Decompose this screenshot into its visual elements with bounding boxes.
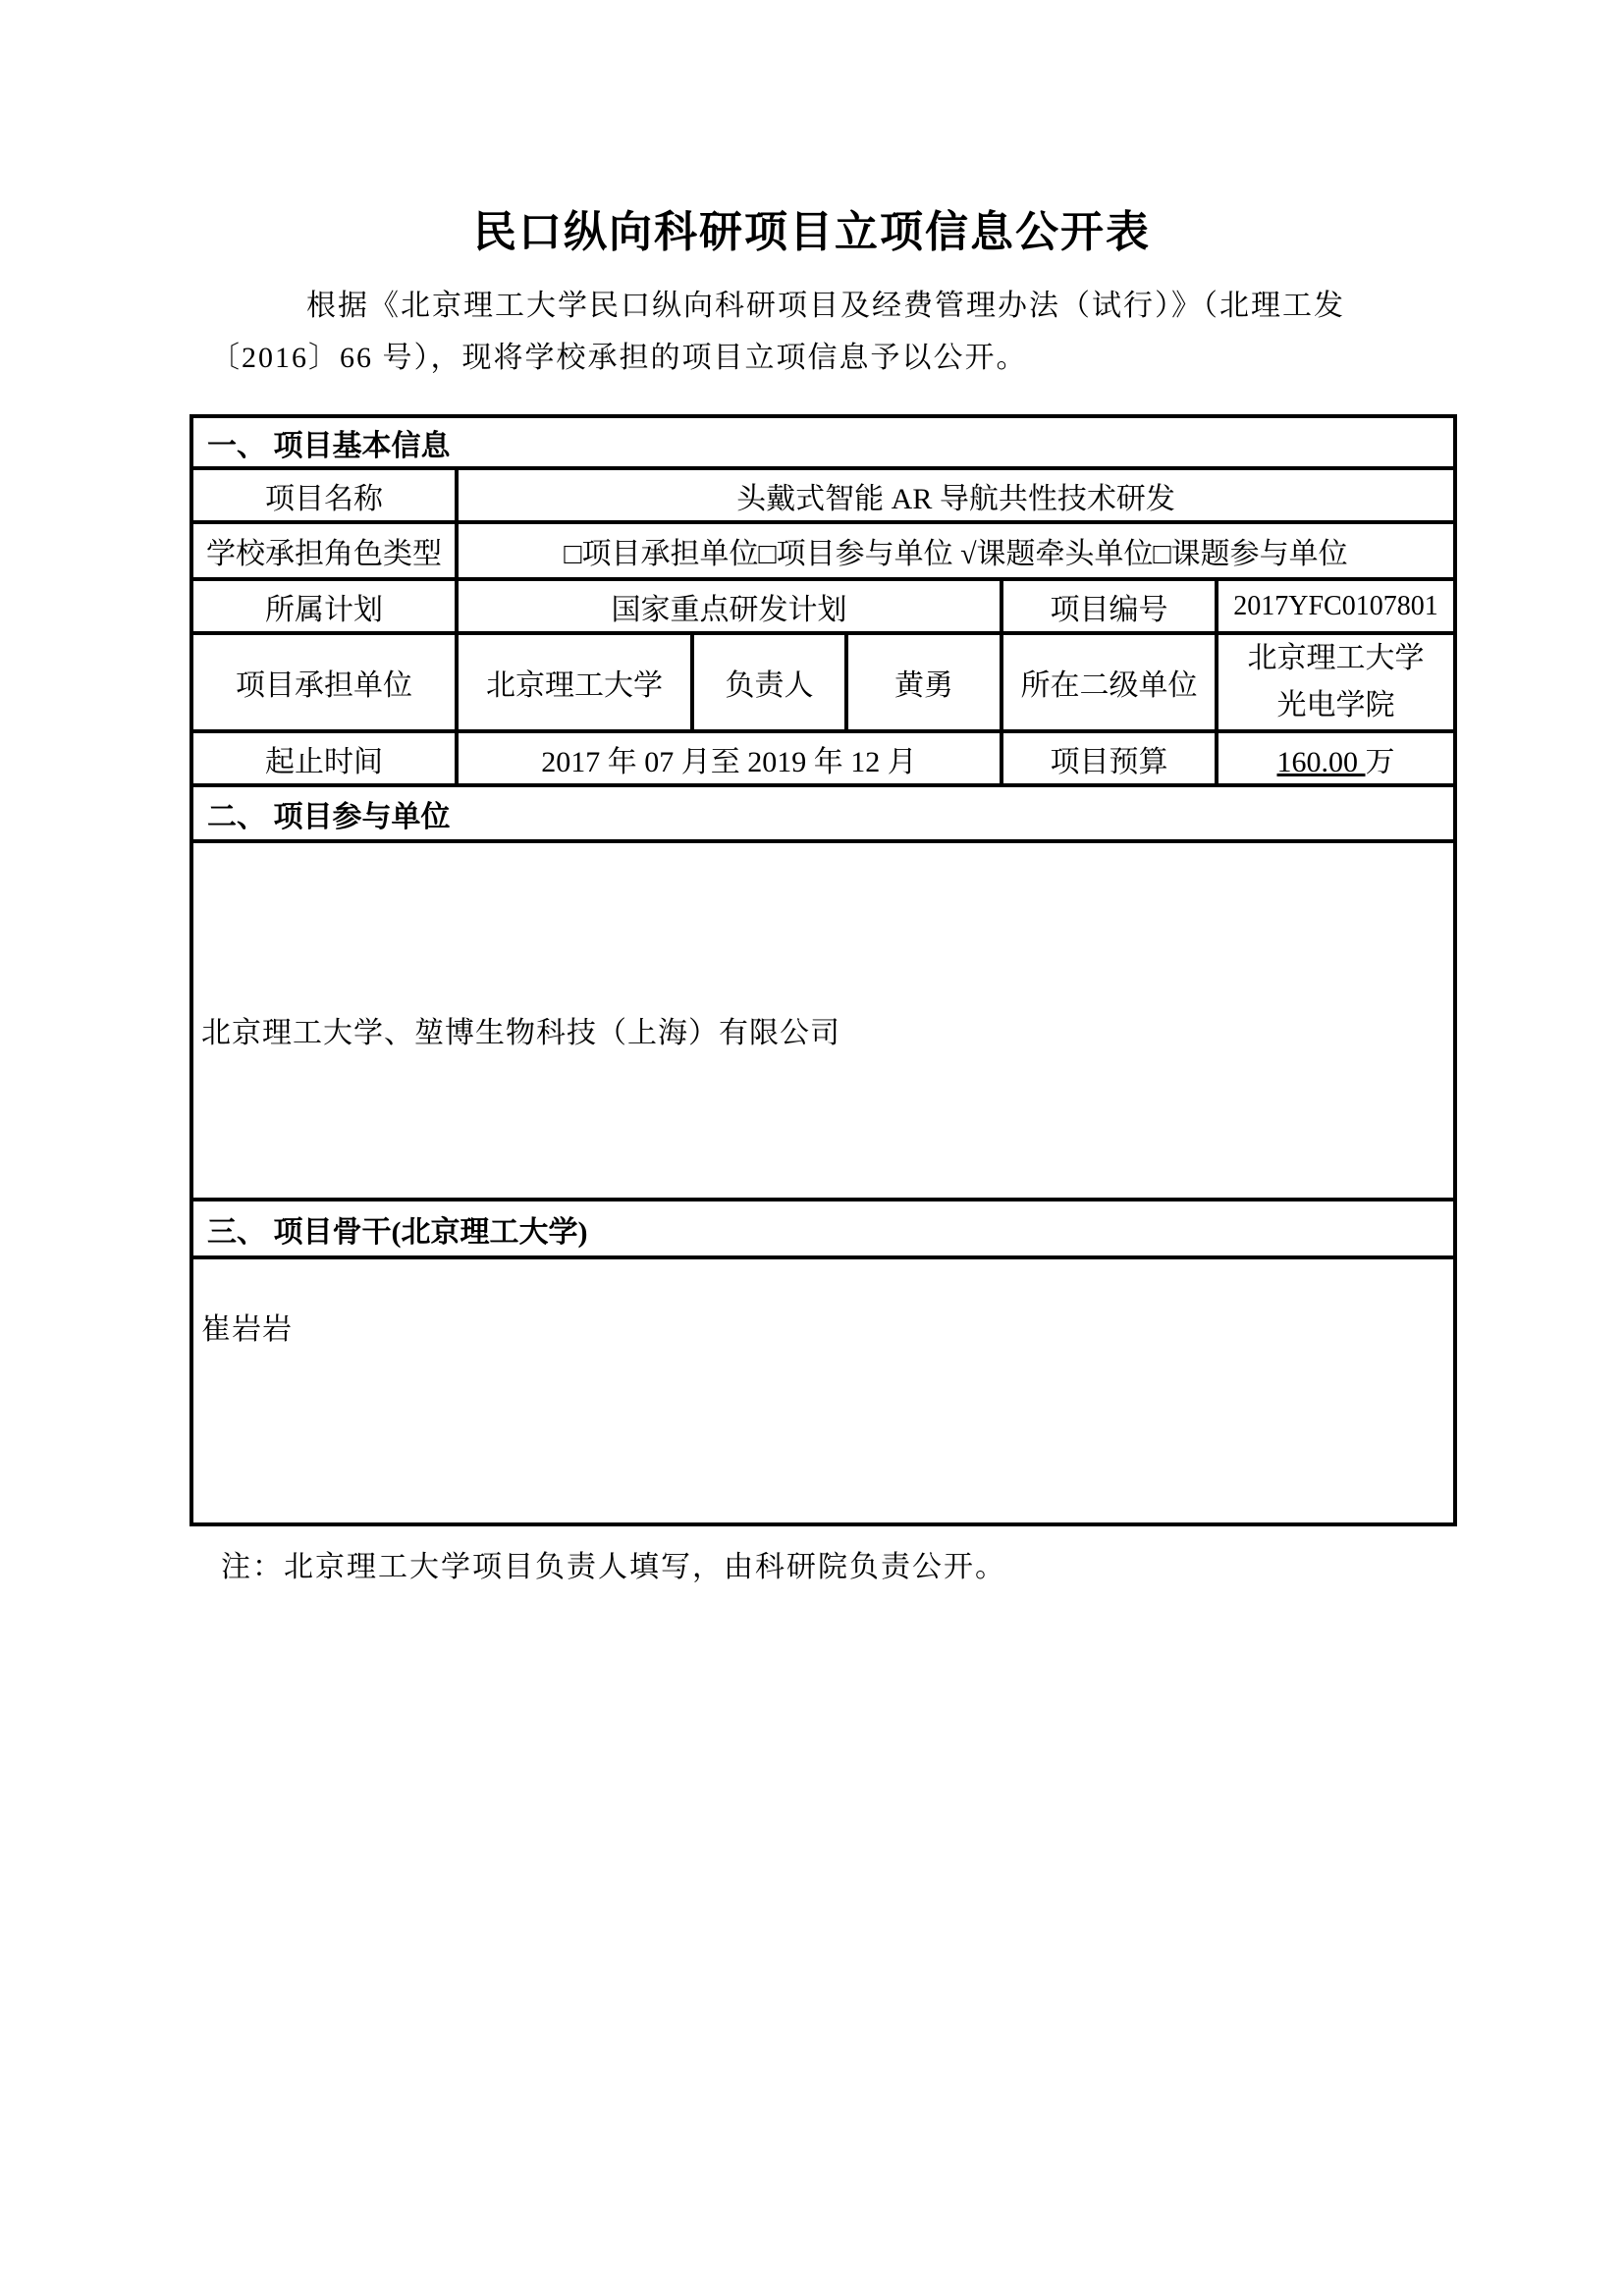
project-name-value: 头戴式智能 AR 导航共性技术研发: [457, 468, 1455, 522]
project-no-value: 2017YFC0107801: [1217, 579, 1455, 633]
project-no-label: 项目编号: [1001, 579, 1217, 633]
budget-value: [1217, 731, 1455, 785]
section2-header: 二、 项目参与单位: [191, 785, 1455, 841]
duration-value: 2017 年 07 月至 2019 年 12 月: [457, 731, 1001, 785]
duration-row: [191, 731, 1455, 785]
participants-cell: [191, 841, 1455, 1200]
role-type-row: [191, 522, 1455, 579]
document-title: 民口纵向科研项目立项信息公开表: [473, 208, 1151, 256]
backbone-text: 崔岩岩: [201, 1313, 293, 1346]
project-info-table: [189, 414, 1457, 1526]
project-name-label: 项目名称: [191, 468, 457, 522]
section3-header: 三、 项目骨干(北京理工大学): [191, 1200, 1455, 1257]
budget-label: 项目预算: [1001, 731, 1217, 785]
budget-unit: 万: [1365, 745, 1395, 778]
intro-paragraph-line-1: 根据《北京理工大学民口纵向科研项目及经费管理办法（试行）》（北理工发: [306, 290, 1345, 322]
dept-label: 所在二级单位: [1001, 633, 1217, 731]
leader-value: 黄勇: [846, 633, 1001, 731]
plan-label: 所属计划: [191, 579, 457, 633]
role-type-label: 学校承担角色类型: [191, 522, 457, 579]
undertaker-label: 项目承担单位: [191, 633, 457, 731]
section1-header-row: [191, 416, 1455, 468]
duration-label: 起止时间: [191, 731, 457, 785]
section2-header-row: [191, 785, 1455, 841]
section3-content-row: [191, 1257, 1455, 1524]
plan-value: 国家重点研发计划: [457, 579, 1001, 633]
section2-content-row: [191, 841, 1455, 1200]
dept-value: [1217, 633, 1455, 731]
project-name-row: [191, 468, 1455, 522]
role-type-checkboxes: □项目承担单位□项目参与单位 √课题牵头单位□课题参与单位: [457, 522, 1455, 579]
plan-row: [191, 579, 1455, 633]
undertaker-value: 北京理工大学: [457, 633, 692, 731]
undertaker-row: [191, 633, 1455, 731]
budget-amount: 160.00: [1276, 745, 1366, 778]
backbone-cell: [191, 1257, 1455, 1524]
intro-paragraph-line-2: 〔2016〕66 号），现将学校承担的项目立项信息予以公开。: [210, 342, 1028, 374]
section1-header: 一、 项目基本信息: [191, 416, 1455, 468]
footnote: 注：北京理工大学项目负责人填写，由科研院负责公开。: [221, 1551, 1006, 1583]
participants-text: 北京理工大学、堃博生物科技（上海）有限公司: [201, 1017, 840, 1049]
leader-label: 负责人: [692, 633, 846, 731]
dept-value-line2: 光电学院: [1276, 689, 1395, 721]
dept-value-line1: 北京理工大学: [1247, 642, 1425, 674]
section3-header-row: [191, 1200, 1455, 1257]
